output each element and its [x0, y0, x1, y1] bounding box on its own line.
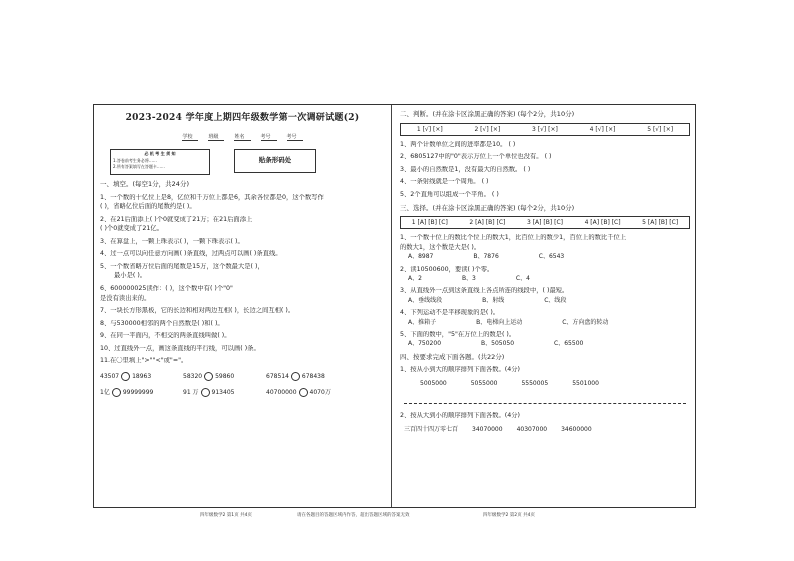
choice-5: 5、下面的数中，"5"在万位上的数是( )。: [400, 330, 516, 338]
compare-circle[interactable]: [121, 372, 130, 381]
option: A、8987: [408, 253, 434, 261]
question-2-cont: ( )个0就变成了21亿。: [100, 225, 164, 233]
judge-3: 3、最小的自然数是1，没有最大的自然数。 ( ): [400, 165, 531, 173]
choice-bubble[interactable]: 2 [A] [B] [C]: [469, 219, 506, 227]
question-10: 10、过直线外一点，画这条直线的平行线，可以画( )条。: [100, 344, 260, 352]
left-page: [94, 105, 391, 401]
compare-left: 43507: [100, 372, 120, 380]
task-2: 2、按从大到小的顺序排列下面各数。(4分): [400, 412, 520, 420]
compare-left: 40700000: [266, 388, 297, 396]
notice-line: 1.答卷前考生务必将……: [113, 157, 157, 163]
number: 40307000: [516, 425, 548, 433]
option: A、750200: [408, 340, 442, 348]
info-school: 学校: [182, 134, 198, 141]
compare-right: 59860: [215, 372, 235, 380]
section-tasks: 四、按要求完成下面各题。(共22分): [400, 352, 505, 361]
option: A、2: [408, 275, 422, 283]
question-2: 2、在21后面添上( )个0就变成了21万；在21后面添上: [100, 215, 253, 223]
compare-item: [183, 388, 258, 397]
task-1: 1、按从小到大的顺序排列下面各数。(4分): [400, 366, 520, 374]
choice-4: 4、下列运动不是平移现象的是( )。: [400, 309, 500, 317]
question-1-cont: ( )，省略亿位后面的尾数约是( )。: [100, 203, 196, 211]
number: 5005000: [420, 379, 447, 387]
judge-bubble[interactable]: 3 [√] [×]: [532, 125, 558, 133]
task-2-numbers: [404, 426, 690, 433]
compare-left: 1亿: [100, 388, 110, 396]
exam-title: 2023-2024 学年度上期四年级数学第一次调研试题(2): [125, 113, 360, 123]
question-3: 3、在算盘上，一颗上珠表示( )，一颗下珠表示( )。: [100, 237, 244, 245]
exam-sheet: [93, 104, 696, 508]
compare-left: 58320: [183, 372, 203, 380]
number: 5550005: [521, 379, 549, 387]
compare-row-2: [100, 388, 385, 397]
compare-item: [266, 372, 341, 381]
choice-1-options: [408, 253, 690, 260]
number: 三百四十四万零七百: [404, 425, 459, 433]
number: 5055000: [470, 379, 498, 387]
judge-bubble[interactable]: 2 [√] [×]: [474, 125, 501, 133]
notice-title: 必 机 考 生 须 知: [144, 150, 176, 156]
question-5-cont: 最小是( )。: [114, 272, 147, 280]
judge-1: 1、两个计数单位之间的进率都是10。 ( ): [400, 140, 516, 148]
option: B、射线: [482, 296, 505, 304]
info-exam-no-2: 考号: [287, 134, 303, 141]
judge-4: 4、一条射线就是一个周角。 ( ): [400, 178, 489, 186]
option: C、方向盘的转动: [562, 318, 609, 326]
question-4: 4、过一点可以向任意方向画( )条直线，过两点可以画( )条直线。: [100, 250, 282, 258]
choice-3-options: [408, 297, 690, 304]
question-9: 9、在同一平面内，不相交的两条直线叫做( )。: [100, 332, 231, 340]
option: B、3: [461, 275, 476, 283]
compare-right: 18963: [132, 372, 152, 380]
choice-2-options: [408, 275, 690, 282]
option: C、线段: [544, 296, 567, 304]
option: B、7876: [473, 253, 499, 261]
section-judge: 二、判断。(并在涂卡区涂黑正确的答案) (每个2分，共10分): [400, 110, 575, 118]
info-exam-no: 考号: [261, 134, 277, 141]
number: 34600000: [561, 425, 592, 433]
choice-4-options: [408, 319, 690, 326]
student-info-row: [100, 134, 385, 141]
compare-right: 99999999: [122, 388, 154, 396]
choice-bubble[interactable]: 3 [A] [B] [C]: [526, 219, 563, 227]
number: 5501000: [572, 379, 599, 387]
page-divider: [391, 105, 392, 507]
question-1: 1、一个数的十亿位上是8，亿位和千万位上都是6，其余各位都是0，这个数写作: [100, 193, 324, 201]
compare-circle[interactable]: [299, 388, 308, 397]
question-6: 6、600000025读作：( )，这个数中有( )个"0": [100, 284, 233, 292]
compare-circle[interactable]: [112, 388, 121, 397]
option: A、垂线线段: [408, 296, 443, 304]
notice-row: [110, 149, 385, 175]
option: B、505050: [481, 340, 515, 348]
compare-circle[interactable]: [291, 372, 300, 381]
compare-right: 678438: [301, 372, 325, 380]
option: C、65500: [554, 340, 584, 348]
choice-bubble[interactable]: 1 [A] [B] [C]: [411, 219, 448, 227]
section-choice: 三、选择。(并在涂卡区涂黑正确的答案) (每个2分，共10分): [400, 203, 575, 212]
question-11: 11.在〇里填上">""<"或"="。: [100, 357, 188, 365]
judge-answer-box: [400, 123, 690, 136]
compare-right: 4070万: [309, 388, 331, 396]
compare-item: [100, 372, 175, 381]
compare-row-1: [100, 372, 385, 381]
exam-notice-box: [110, 149, 210, 175]
choice-answer-box: [400, 216, 690, 229]
compare-item: [100, 388, 175, 397]
question-8: 8、与530000相邻的两个自然数是( )和( )。: [100, 319, 224, 327]
option: C、4: [515, 275, 530, 283]
footer-right-page: 四年级数学2 第2页 共4页: [483, 513, 535, 518]
compare-circle[interactable]: [201, 388, 210, 397]
barcode-area: 贴条形码处: [234, 149, 316, 173]
info-name: 姓名: [234, 134, 250, 141]
compare-left: 678514: [266, 372, 289, 380]
compare-item: [183, 372, 258, 381]
compare-circle[interactable]: [204, 372, 213, 381]
option: B、电梯向上运动: [476, 318, 523, 326]
question-5: 5、一个数省略万位后面的尾数是15万，这个数最大是( )，: [100, 262, 264, 270]
choice-1: 1、一个数十位上的数比个位上的数大1，比百位上的数少1，百位上的数比千位上: [400, 234, 627, 242]
choice-5-options: [408, 340, 690, 347]
task-1-numbers: [420, 380, 690, 387]
option: C、6543: [538, 253, 565, 261]
footer-left-page: 四年级数学2 第1页 共4页: [200, 513, 252, 518]
judge-bubble[interactable]: 1 [√] [×]: [416, 125, 443, 133]
question-7: 7、一块长方形黑板，它的长边和相对两边互相( )，长边之间互相( )。: [100, 307, 295, 315]
answer-line[interactable]: [404, 403, 686, 404]
judge-5: 5、2个直角可以组成一个平角。 ( ): [400, 190, 499, 198]
section-fill-blank: 一、填空。(每空1分，共24分): [100, 179, 189, 188]
choice-bubble[interactable]: 4 [A] [B] [C]: [584, 219, 621, 227]
judge-bubble[interactable]: 4 [√] [×]: [589, 125, 616, 133]
choice-1-cont: 的数大1，这个数是大是( )。: [400, 243, 481, 251]
choice-3: 3、从直线外一点到这条直线上各点所连的线段中，( )最短。: [400, 287, 569, 295]
option: A、推箱子: [408, 318, 437, 326]
judge-bubble[interactable]: 5 [√] [×]: [647, 125, 674, 133]
compare-item: [266, 388, 341, 397]
notice-line: 2.所有答案填写在答题卡……: [113, 164, 165, 170]
choice-bubble[interactable]: 5 [A] [B] [C]: [642, 219, 679, 227]
compare-left: 91 万: [183, 388, 199, 396]
footer-notice: 请在各题目的答题区域内作答，超出答题区域的答案无效: [297, 513, 410, 518]
choice-2: 2、读10500600，要读( )个零。: [400, 265, 494, 273]
info-class: 班级: [208, 134, 224, 141]
right-page: [394, 105, 696, 437]
question-6-cont: 是没有读出来的。: [100, 294, 151, 302]
judge-2: 2、6805127中的"0"表示万位上一个单位也没有。 ( ): [400, 153, 552, 161]
compare-right: 913405: [211, 388, 235, 396]
number: 34070000: [472, 425, 503, 433]
